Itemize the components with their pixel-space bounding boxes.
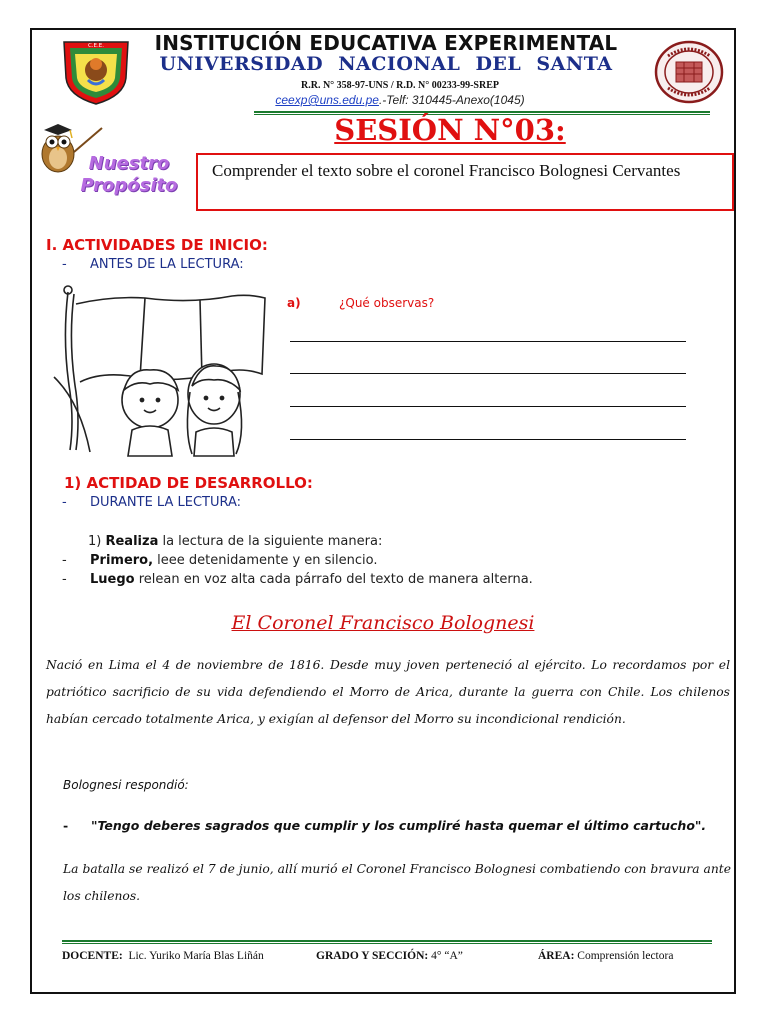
desarrollo-title: 1) ACTIDAD DE DESARROLLO: <box>64 474 313 492</box>
grado-label: GRADO Y SECCIÓN: <box>316 950 429 962</box>
answer-line-3[interactable] <box>290 406 686 407</box>
institution-title: INSTITUCIÓN EDUCATIVA EXPERIMENTAL <box>154 31 618 55</box>
answer-line-4[interactable] <box>290 439 686 440</box>
school-seal-logo <box>58 34 134 106</box>
inicio-title: I. ACTIVIDADES DE INICIO: <box>46 236 268 254</box>
phone-text: .-Telf: 310445-Anexo(1045) <box>378 93 525 107</box>
grado-value: 4° “A” <box>431 950 463 962</box>
desarrollo-subtitle: DURANTE LA LECTURA: <box>90 495 242 510</box>
purpose-text: Comprender el texto sobre el coronel Francisco Bolognesi Cervantes <box>212 161 681 180</box>
seal-text: C.E.E. <box>87 43 105 49</box>
answer-line-1[interactable] <box>290 341 686 342</box>
then-rest: relean en voz alta cada párrafo del texto de manera alterna. <box>134 572 533 587</box>
footer-area <box>538 950 673 962</box>
purpose-label-line2: Propósito <box>80 175 178 196</box>
question-text: ¿Qué observas? <box>339 296 435 310</box>
first-line <box>62 553 378 568</box>
then-bold: Luego <box>90 572 135 587</box>
desarrollo-subtitle-row <box>62 495 241 510</box>
inicio-subtitle-row <box>62 257 244 272</box>
dash-bullet: - <box>63 818 69 833</box>
question-a <box>287 296 434 310</box>
step-rest: la lectura de la siguiente manera: <box>158 534 383 549</box>
footer-divider <box>62 940 712 944</box>
email-link[interactable]: ceexp@uns.edu.pe <box>275 93 379 107</box>
docente-label: DOCENTE: <box>62 950 123 962</box>
step-number: 1) <box>88 534 102 549</box>
question-label: a) <box>287 296 301 310</box>
step-line <box>88 534 382 549</box>
first-rest: leee detenidamente y en silencio. <box>153 553 378 568</box>
story-paragraph-3: La batalla se realizó el 7 de junio, allí murió el Coronel Francisco Bolognesi combatiendo con bravura ante los chilenos. <box>63 862 731 903</box>
step-bold: Realiza <box>105 534 159 549</box>
answer-line-2[interactable] <box>290 373 686 374</box>
inicio-subtitle: ANTES DE LA LECTURA: <box>90 257 244 272</box>
footer-grado <box>316 950 463 962</box>
dash-bullet: - <box>62 495 67 510</box>
dash-bullet: - <box>62 553 67 568</box>
docente-value: Lic. Yuriko María Blas Liñán <box>128 950 264 962</box>
footer-docente <box>62 950 264 962</box>
contact-line <box>200 93 600 107</box>
story-paragraph-2: Bolognesi respondió: <box>63 778 189 792</box>
resolution-text: R.R. N° 358-97-UNS / R.D. N° 00233-99-SREP <box>301 80 499 91</box>
quote-text: "Tengo deberes sagrados que cumplir y los cumpliré hasta quemar el último cartucho". <box>91 818 707 833</box>
session-title: SESIÓN N°03: <box>334 113 566 147</box>
flag-children-illustration <box>50 282 275 457</box>
area-value: Comprensión lectora <box>577 950 674 962</box>
first-bold: Primero, <box>90 553 154 568</box>
purpose-box <box>196 153 734 211</box>
dash-bullet: - <box>62 572 67 587</box>
university-seal-logo <box>654 40 724 104</box>
purpose-label <box>74 153 184 197</box>
bolognesi-quote <box>63 818 706 833</box>
story-title: El Coronel Francisco Bolognesi <box>231 612 535 634</box>
story-paragraph-1: Nació en Lima el 4 de noviembre de 1816. Desde muy joven perteneció al ejército. Lo recordamos por el patriótico sacrificio de su vida defendiendo el Morro de Arica, durante la guerra con Chile. Los chilenos habían cercado totalmente Arica, y exigían al defensor del Morro su incondicional rendición. <box>46 658 730 726</box>
dash-bullet: - <box>62 257 67 272</box>
area-label: ÁREA: <box>538 950 575 962</box>
then-line <box>62 572 533 587</box>
university-title: UNIVERSIDAD NACIONAL DEL SANTA <box>159 53 613 75</box>
purpose-label-line1: Nuestro <box>88 153 170 174</box>
